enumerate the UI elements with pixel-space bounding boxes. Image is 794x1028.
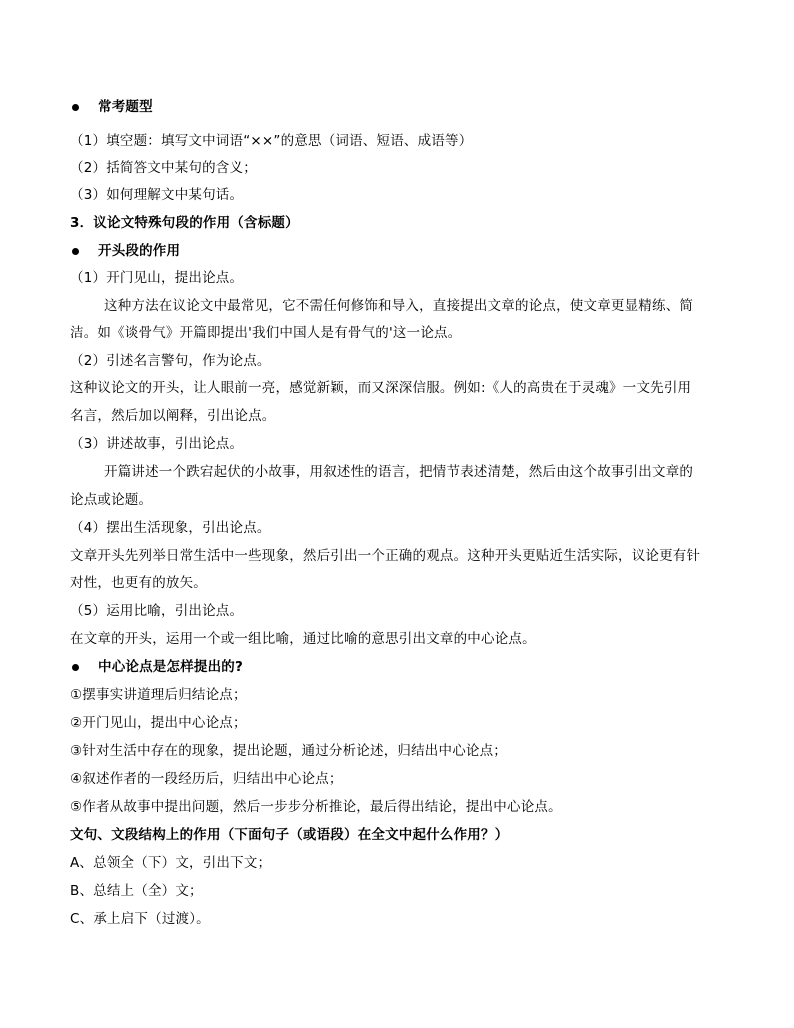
list-item-title: （2）引述名言警句，作为论点。 (70, 353, 271, 369)
paragraph-line: 对性，也更有的放矢。 (70, 575, 207, 591)
paragraph-line: 在文章的开头，运用一个或一组比喻，通过比喻的意思引出文章的中心论点。 (70, 631, 536, 647)
list-item: ⑤作者从故事中提出问题，然后一步步分析推论，最后得出结论，提出中心论点。 (70, 799, 562, 815)
bullet-icon (72, 664, 79, 671)
list-item: B、总结上（全）文； (70, 883, 203, 899)
paragraph-line: 洁。如《谈骨气》开篇即提出'我们中国人是有骨气的'这一论点。 (70, 325, 462, 341)
paragraph-line: 这种方法在议论文中最常见，它不需任何修饰和导入，直接提出文章的论点，使文章更显精练、简 (104, 298, 694, 314)
bullet-icon (72, 248, 79, 255)
paragraph-line: 名言，然后加以阐释，引出论点。 (70, 408, 276, 424)
list-item: ①摆事实讲道理后归结论点； (70, 687, 247, 703)
structure-heading: 文句、文段结构上的作用（下面句子（或语段）在全文中起什么作用？） (70, 827, 509, 843)
opening-heading-text: 开头段的作用 (98, 243, 181, 259)
list-item: ③针对生活中存在的现象，提出论题，通过分析论述，归结出中心论点； (70, 743, 508, 759)
paragraph-line: 这种议论文的开头，让人眼前一亮，感觉新颖，而又深深信服。例如:《人的高贵在于灵魂》一文先引用 (70, 380, 692, 396)
central-heading-text: 中心论点是怎样提出的? (98, 659, 244, 675)
list-item-title: （3）讲述故事，引出论点。 (70, 436, 244, 452)
list-item: C、承上启下（过渡）。 (70, 911, 210, 927)
section-title: 3．议论文特殊句段的作用（含标题） (70, 215, 299, 231)
central-heading (70, 657, 730, 677)
list-item: （3）如何理解文中某句话。 (70, 187, 244, 203)
list-item-title: （5）运用比喻，引出论点。 (70, 603, 244, 619)
list-item: （2）括简答文中某句的含义； (70, 160, 257, 176)
list-item: （1）填空题：填写文中词语“××”的意思（词语、短语、成语等） (70, 133, 473, 149)
paragraph-line: 文章开头先列举日常生活中一些现象，然后引出一个正确的观点。这种开头更贴近生活实际，议论更有针 (70, 548, 701, 564)
list-item-title: （4）摆出生活现象，引出论点。 (70, 520, 271, 536)
bullet-icon (72, 104, 79, 111)
opening-heading (70, 241, 730, 261)
list-item: ④叙述作者的一段经历后，归结出中心论点； (70, 771, 343, 787)
list-item-title: （1）开门见山，提出论点。 (70, 270, 244, 286)
paragraph-line: 论点或论题。 (70, 492, 153, 508)
common-types-heading-text: 常考题型 (98, 99, 153, 115)
common-types-heading (70, 97, 730, 117)
list-item: ②开门见山，提出中心论点； (70, 715, 247, 731)
list-item: A、总领全（下）文，引出下文； (70, 855, 272, 871)
paragraph-line: 开篇讲述一个跌宕起伏的小故事，用叙述性的语言，把情节表述清楚，然后由这个故事引出文章的 (104, 464, 694, 480)
